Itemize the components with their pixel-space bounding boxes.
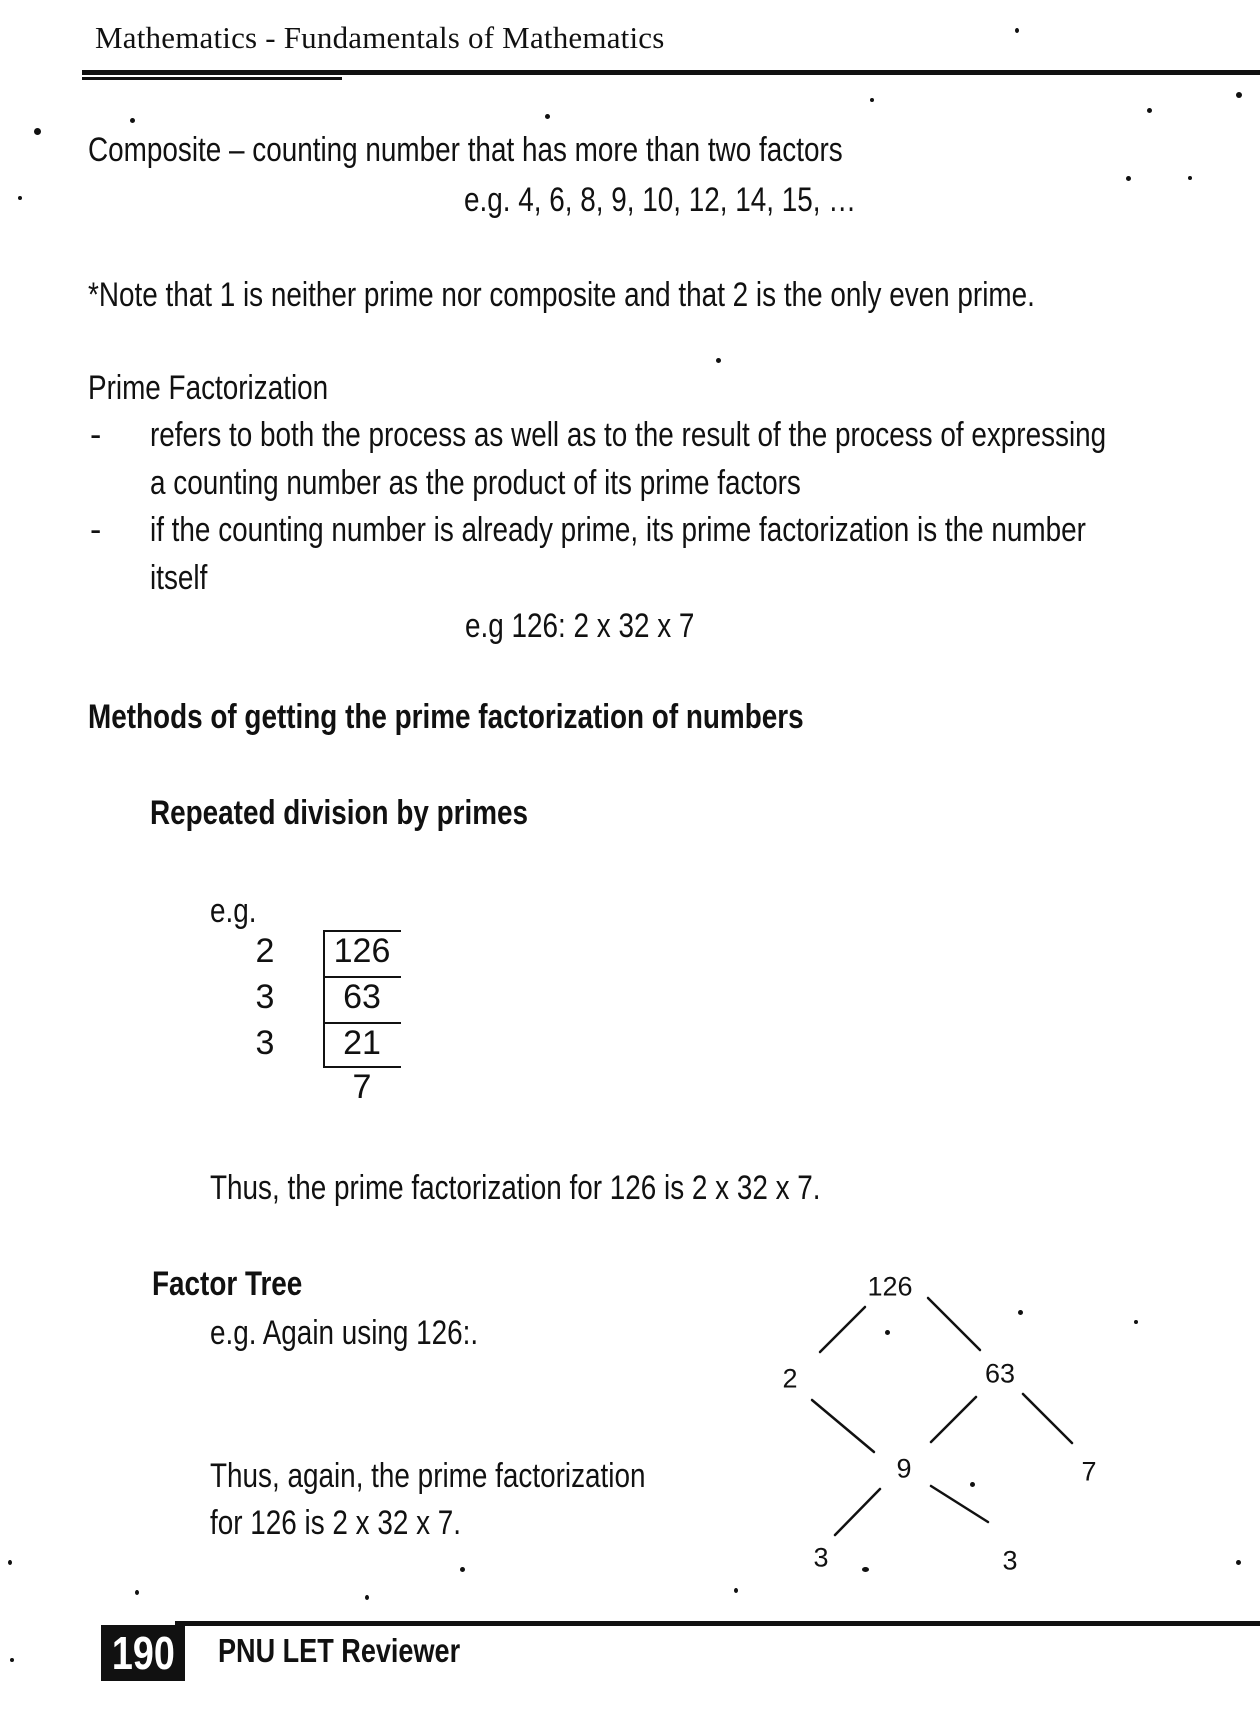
factor-tree-intro-text: e.g. Again using 126:.: [210, 1314, 479, 1352]
factor-tree-conclusion-line-2-text: for 126 is 2 x 32 x 7.: [210, 1504, 462, 1542]
edge-63-9: [931, 1397, 976, 1442]
edge-63-7: [1023, 1394, 1072, 1443]
edge-126-63: [928, 1298, 980, 1350]
tree-node-left: 2: [782, 1363, 798, 1394]
dividend: 63: [343, 978, 381, 1016]
scan-speck: [1018, 1310, 1023, 1315]
scan-speck: [862, 1567, 869, 1572]
footer-book-title-text: PNU LET Reviewer: [218, 1632, 461, 1669]
edge-2-9: [812, 1400, 874, 1452]
prime-factorization-heading-text: Prime Factorization: [88, 369, 329, 407]
factor-tree-diagram: [760, 1250, 1140, 1590]
repeated-division-eg: [210, 891, 267, 931]
divisor: 3: [255, 978, 275, 1016]
page-number: [101, 1625, 185, 1681]
quotient: 7: [352, 1068, 372, 1106]
scan-speck: [1015, 28, 1019, 33]
scan-speck: [734, 1588, 738, 1593]
scan-speck: [1236, 92, 1242, 98]
edge-9-3-right: [931, 1486, 988, 1522]
edge-9-3-left: [835, 1489, 880, 1535]
factor-tree-edges: [760, 1250, 1140, 1590]
footer-rule: [175, 1621, 1260, 1626]
scan-speck: [1188, 176, 1192, 180]
repeated-division-heading: [150, 793, 611, 833]
scan-speck: [970, 1482, 975, 1487]
bullet-2-line-2: [150, 558, 220, 598]
prime-factorization-example: [465, 606, 745, 646]
tree-node-leaf-left: 3: [813, 1542, 829, 1573]
scan-speck: [1236, 1560, 1241, 1565]
header-rule-accent: [82, 77, 342, 80]
scan-speck: [8, 1560, 12, 1565]
scan-speck: [130, 118, 135, 123]
bullet-1-line-2: [150, 463, 944, 503]
scan-speck: [34, 128, 41, 135]
scan-speck: [885, 1330, 890, 1335]
methods-heading: [88, 697, 961, 737]
scan-speck: [135, 1590, 139, 1595]
footer-book-title: [218, 1632, 513, 1670]
repeated-division-conclusion-text: Thus, the prime factorization for 126 is 2 x 32 x 7.: [210, 1169, 821, 1207]
tree-node-leaf-right: 3: [1002, 1545, 1018, 1576]
note-text: *Note that 1 is neither prime nor composite and that 2 is the only even prime.: [88, 276, 1035, 314]
methods-heading-text: Methods of getting the prime factorization of numbers: [88, 698, 804, 736]
bullet-1-line-2-text: a counting number as the product of its prime factors: [150, 464, 801, 502]
repeated-division-heading-text: Repeated division by primes: [150, 794, 529, 832]
bullet-1-line-1: [150, 415, 1260, 455]
header-rule: [82, 70, 1260, 75]
composite-definition: [88, 130, 1008, 170]
running-header: Mathematics - Fundamentals of Mathematics: [95, 20, 665, 55]
dividend: 126: [333, 932, 391, 970]
tree-node-middle: 9: [896, 1453, 912, 1484]
note: [88, 275, 1243, 315]
factor-tree-conclusion-line-2: [210, 1503, 516, 1543]
tree-node-far-right: 7: [1081, 1456, 1097, 1487]
prime-factorization-example-text: e.g 126: 2 x 32 x 7: [465, 607, 695, 645]
scan-speck: [365, 1595, 369, 1600]
page-number-text: 190: [111, 1627, 175, 1679]
factor-tree-heading-text: Factor Tree: [152, 1265, 303, 1303]
bullet-2-line-2-text: itself: [150, 559, 208, 597]
scan-speck: [10, 1658, 14, 1662]
repeated-division-conclusion: [210, 1168, 955, 1208]
dividend: 21: [343, 1024, 381, 1062]
bullet-marker-1: -: [90, 416, 102, 454]
divisor: 2: [255, 932, 275, 970]
scan-speck: [18, 196, 22, 200]
tree-node-root: 126: [867, 1271, 913, 1302]
repeated-division-eg-text: e.g.: [210, 892, 257, 930]
scan-speck: [545, 114, 550, 119]
edge-126-2: [820, 1307, 865, 1352]
composite-definition-text: – counting number that has more than two factors: [221, 131, 843, 169]
scan-speck: [716, 358, 721, 363]
factor-tree-conclusion-line-1: [210, 1456, 741, 1496]
tree-node-right: 63: [984, 1358, 1016, 1389]
bullet-2-line-1: [150, 510, 1260, 550]
composite-examples: [464, 180, 942, 220]
scan-speck: [870, 98, 874, 102]
factor-tree-heading: [152, 1264, 335, 1304]
factor-tree-intro: [210, 1313, 537, 1353]
scan-speck: [1126, 176, 1131, 181]
bullet-marker-2: -: [90, 511, 102, 549]
prime-factorization-heading: [88, 368, 381, 408]
divisor: 3: [255, 1024, 275, 1062]
composite-examples-text: e.g. 4, 6, 8, 9, 10, 12, 14, 15, …: [464, 181, 857, 219]
bullet-2-line-1-text: if the counting number is already prime, its prime factorization is the number: [150, 511, 1086, 549]
scan-speck: [1134, 1320, 1138, 1324]
scan-speck: [1147, 108, 1152, 113]
scan-speck: [460, 1567, 465, 1572]
factor-tree-conclusion-line-1-text: Thus, again, the prime factorization: [210, 1457, 646, 1495]
composite-term: Composite: [88, 131, 222, 169]
bullet-1-line-1-text: refers to both the process as well as to the result of the process of expressing: [150, 416, 1107, 454]
